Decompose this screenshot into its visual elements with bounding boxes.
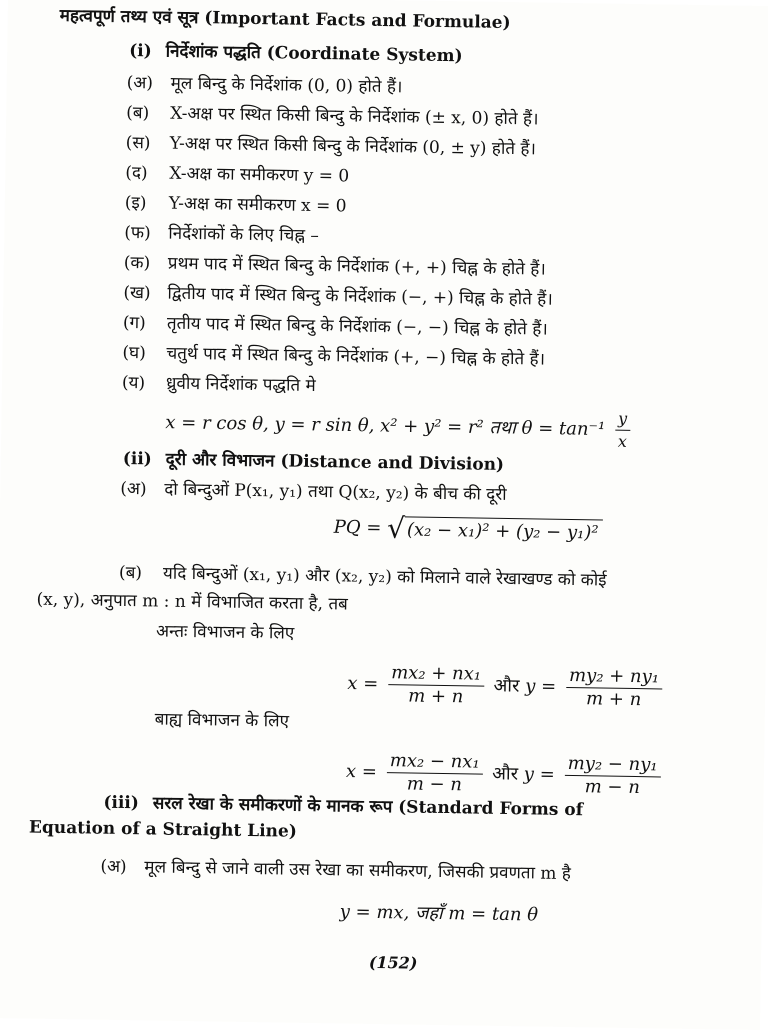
list-item [122, 342, 545, 371]
fraction-denominator: m + n [408, 685, 464, 708]
item-text: दो बिन्दुओं P(x₁, y₁) तथा Q(x₂, y₂) के बीच की दूरी [164, 479, 507, 505]
list-item [123, 312, 548, 341]
list-item [119, 562, 607, 592]
list-item [127, 72, 403, 98]
item-text: X-अक्ष पर स्थित किसी बिन्दु के निर्देशांक (± x, 0) होते हैं। [170, 103, 539, 130]
item-marker: (इ) [124, 192, 147, 214]
list-item [120, 478, 507, 506]
list-item-continuation: (x, y), अनुपात m : n में विभाजित करता है, तब [36, 589, 348, 615]
item-marker: (घ) [122, 342, 146, 364]
x-fraction [386, 750, 483, 797]
item-text: चतुर्थ पाद में स्थित बिन्दु के निर्देशांक (+, −) चिह्न के होते हैं। [166, 343, 546, 370]
x-lhs: x = [347, 673, 379, 695]
line-through-origin-formula: y = mx, जहाँ m = tan θ [339, 901, 539, 926]
list-item [123, 282, 553, 311]
item-text: Y-अक्ष का समीकरण x = 0 [168, 193, 347, 217]
square-root [386, 511, 603, 545]
item-marker: (ब) [118, 562, 143, 584]
section-3-title: सरल रेखा के समीकरणों के मानक रूप (Standard Forms of [152, 793, 584, 821]
item-marker: (द) [125, 162, 148, 184]
fraction-denominator: m − n [584, 776, 641, 799]
item-text: X-अक्ष का समीकरण y = 0 [169, 163, 350, 187]
list-item [100, 856, 571, 885]
fraction-numerator: mx₂ − nx₁ [387, 750, 483, 775]
fraction-numerator: y [615, 408, 630, 431]
polar-formula [165, 401, 634, 453]
fraction-denominator: m − n [406, 773, 463, 796]
item-text: मूल बिन्दु से जाने वाली उस रेखा का समीकरण, जिसकी प्रवणता m है [144, 857, 572, 885]
item-marker: (अ) [120, 478, 147, 500]
polar-fraction [615, 408, 631, 453]
item-text: तृतीय पाद में स्थित बिन्दु के निर्देशांक (−, −) चिह्न के होते हैं। [166, 313, 548, 340]
distance-lhs: PQ = [333, 516, 382, 539]
item-marker: (क) [123, 252, 151, 274]
radical-sign-icon: √ [386, 511, 406, 545]
item-marker: (फ) [124, 222, 151, 244]
internal-division-label: अन्तः विभाजन के लिए [155, 621, 295, 644]
page-heading: महत्वपूर्ण तथ्य एवं सूत्र (Important Facts and Formulae) [59, 5, 511, 33]
section-1-title: निर्देशांक पद्धति (Coordinate System) [165, 41, 463, 67]
section-2-label: (ii) [122, 448, 152, 470]
y-fraction [564, 753, 661, 800]
fraction-denominator: m + n [585, 688, 642, 711]
y-lhs: y = [524, 675, 557, 698]
section-3-title-continuation: Equation of a Straight Line) [28, 817, 297, 842]
item-text: Y-अक्ष पर स्थित किसी बिन्दु के निर्देशांक (0, ± y) होते हैं। [169, 133, 537, 160]
list-item [125, 162, 349, 188]
polar-formula-lhs: x = r cos θ, y = r sin θ, x² + y² = r² तथा θ = tan⁻¹ [165, 412, 606, 441]
fraction-numerator: my₂ + ny₁ [566, 665, 662, 690]
section-2-title: दूरी और विभाजन (Distance and Division) [165, 449, 505, 475]
fraction-denominator: x [617, 431, 627, 451]
internal-division-formula [347, 662, 666, 712]
section-3-label: (iii) [103, 792, 140, 814]
x-fraction [388, 662, 485, 709]
list-item [122, 372, 316, 397]
item-marker: (अ) [100, 856, 127, 878]
item-marker: (अ) [126, 72, 154, 94]
distance-formula [333, 511, 603, 545]
item-text: मूल बिन्दु के निर्देशांक (0, 0) होते हैं। [170, 73, 403, 98]
list-item [124, 222, 319, 247]
list-item [126, 132, 536, 160]
item-text: यदि बिन्दुओं (x₁, y₁) और (x₂, y₂) को मिलाने वाले रेखाखण्ड को कोई [162, 563, 607, 591]
fraction-numerator: my₂ − ny₁ [564, 753, 660, 778]
item-marker: (स) [125, 132, 151, 154]
page-number: (152) [368, 952, 418, 973]
radicand: (x₂ − x₁)² + (y₂ − y₁)² [405, 516, 603, 544]
item-text: द्वितीय पाद में स्थित बिन्दु के निर्देशांक (−, +) चिह्न के होते हैं। [167, 283, 553, 310]
list-item [124, 252, 546, 281]
y-lhs: y = [523, 763, 555, 786]
x-lhs: x = [345, 760, 378, 783]
y-fraction [566, 665, 663, 712]
section-2-heading [123, 448, 505, 476]
and-word: और [492, 763, 519, 785]
section-1-heading [129, 40, 463, 67]
section-1-label: (i) [129, 41, 152, 62]
item-marker: (य) [121, 372, 146, 394]
item-text: प्रथम पाद में स्थित बिन्दु के निर्देशांक (+, +) चिह्न के होते हैं। [167, 253, 546, 280]
item-text: ध्रुवीय निर्देशांक पद्धति मे [165, 373, 316, 396]
list-item [126, 102, 539, 130]
item-marker: (ख) [123, 282, 151, 304]
fraction-numerator: mx₂ + nx₁ [388, 662, 484, 687]
item-marker: (ग) [122, 312, 146, 334]
item-marker: (ब) [126, 102, 150, 124]
list-item [125, 192, 347, 217]
external-division-formula [346, 749, 665, 799]
and-word: और [493, 675, 520, 697]
external-division-label: बाह्य विभाजन के लिए [154, 709, 290, 732]
item-text: निर्देशांकों के लिए चिह्न – [168, 223, 320, 247]
